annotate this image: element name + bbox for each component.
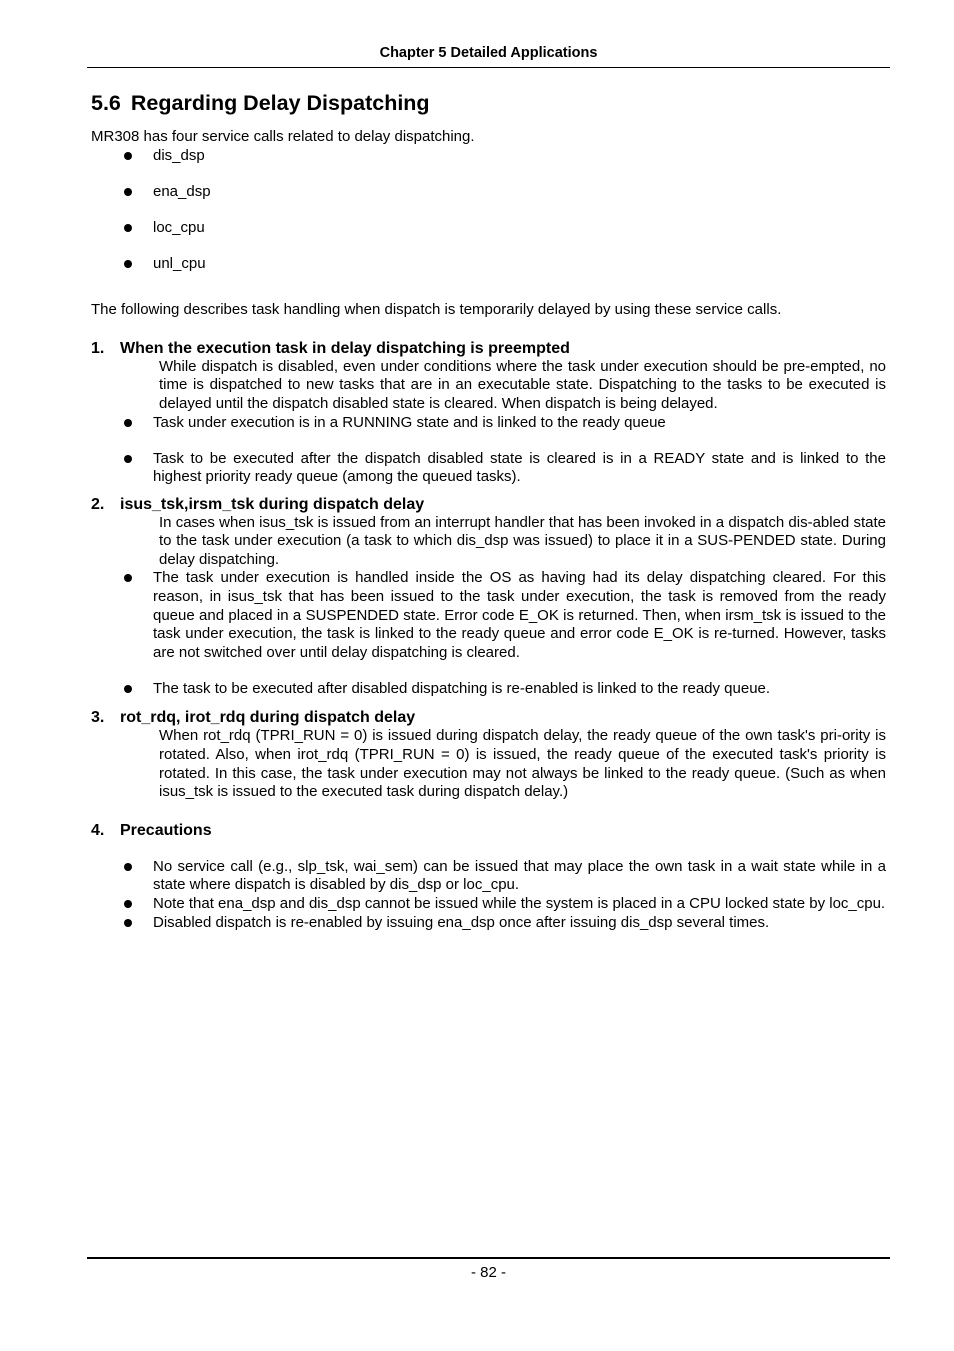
- subsection-3: [91, 709, 886, 801]
- bullet-icon: [124, 260, 132, 268]
- bullet-icon: [124, 919, 132, 927]
- list-item: The task under execution is handled inside the OS as having had its delay dispatching cleared. For this reason, in isus_tsk that has been issued to the task under execution, the task is removed from the ready queue and placed in a SUSPENDED state. Error code E_OK is returned. Then, when irsm_tsk is issued to the task under execution, the task is linked to the ready queue and error code E_OK is re-turned. However, tasks are not switched over until delay dispatching is cleared.: [91, 569, 886, 662]
- bullet-icon: [124, 152, 132, 160]
- list-item: Disabled dispatch is re-enabled by issuing ena_dsp once after issuing dis_dsp several times.: [91, 914, 886, 933]
- subsection-heading: 3. rot_rdq, irot_rdq during dispatch delay: [91, 709, 416, 727]
- list-item: The task to be executed after disabled dispatching is re-enabled is linked to the ready queue.: [91, 680, 886, 699]
- list-item: Note that ena_dsp and dis_dsp cannot be issued while the system is placed in a CPU locked state by loc_cpu.: [91, 895, 886, 914]
- bullet-icon: [124, 574, 132, 582]
- header-rule: [87, 67, 890, 68]
- chapter-header: Chapter 5 Detailed Applications: [379, 45, 598, 61]
- bullet-icon: [124, 685, 132, 693]
- section-description: The following describes task handling when dispatch is temporarily delayed by using these service calls.: [91, 301, 782, 319]
- bullet-icon: [124, 863, 132, 871]
- subsection-2: [91, 496, 886, 699]
- bullet-icon: [124, 455, 132, 463]
- list-item: dis_dsp: [91, 147, 886, 166]
- subsection-bullets: [91, 414, 886, 487]
- subsection-bullets: [91, 858, 886, 932]
- bullet-icon: [124, 900, 132, 908]
- footer-rule: [87, 1257, 890, 1259]
- list-item: loc_cpu: [91, 219, 886, 238]
- bullet-icon: [124, 419, 132, 427]
- subsection-4: [91, 822, 886, 932]
- subsection-body: While dispatch is disabled, even under conditions where the task under execution should be pre-empted, no time is dispatched to new tasks that are in an executable state. Dispatching to the tasks to be executed is delayed until the dispatch disabled state is cleared. When dispatch is being delayed.: [159, 357, 886, 412]
- service-call-list: [91, 147, 886, 274]
- subsection-body: When rot_rdq (TPRI_RUN = 0) is issued during dispatch delay, the ready queue of the own task's pri-ority is rotated. Also, when irot_rdq (TPRI_RUN = 0) is issued, the ready queue of the executed task's priority is rotated. In this case, the task under execution may not always be linked to the ready queue. (Such as when isus_tsk is issued to the executed task during dispatch delay.): [159, 727, 886, 801]
- list-item: No service call (e.g., slp_tsk, wai_sem) can be issued that may place the own task in a wait state while in a state where dispatch is disabled by dis_dsp or loc_cpu.: [91, 858, 886, 895]
- subsection-bullets: [91, 569, 886, 698]
- section-intro: MR308 has four service calls related to delay dispatching.: [91, 128, 475, 145]
- list-item: Task under execution is in a RUNNING state and is linked to the ready queue: [91, 414, 886, 433]
- subsection-heading: 2. isus_tsk,irsm_tsk during dispatch delay: [91, 495, 425, 513]
- subsection-heading: 4. Precautions: [91, 821, 212, 839]
- page-number: - 82 -: [470, 1264, 506, 1281]
- list-item: Task to be executed after the dispatch disabled state is cleared is in a READY state and is linked to the highest priority ready queue (among the queued tasks).: [91, 450, 886, 487]
- list-item: unl_cpu: [91, 255, 886, 274]
- page-content: [91, 90, 886, 932]
- section-number: 5.6: [91, 91, 121, 115]
- list-item: ena_dsp: [91, 183, 886, 202]
- subsection-1: [91, 340, 886, 487]
- subsection-heading: 1. When the execution task in delay dispatching is preempted: [91, 339, 570, 357]
- bullet-icon: [124, 188, 132, 196]
- bullet-icon: [124, 224, 132, 232]
- section-title-text: Regarding Delay Dispatching: [130, 91, 430, 115]
- section-title: [91, 90, 886, 116]
- subsection-body: In cases when isus_tsk is issued from an interrupt handler that has been invoked in a dispatch dis-abled state to the task under execution (a task to which dis_dsp was issued) to place it in a SUS-PENDED state. During delay dispatching.: [159, 513, 886, 568]
